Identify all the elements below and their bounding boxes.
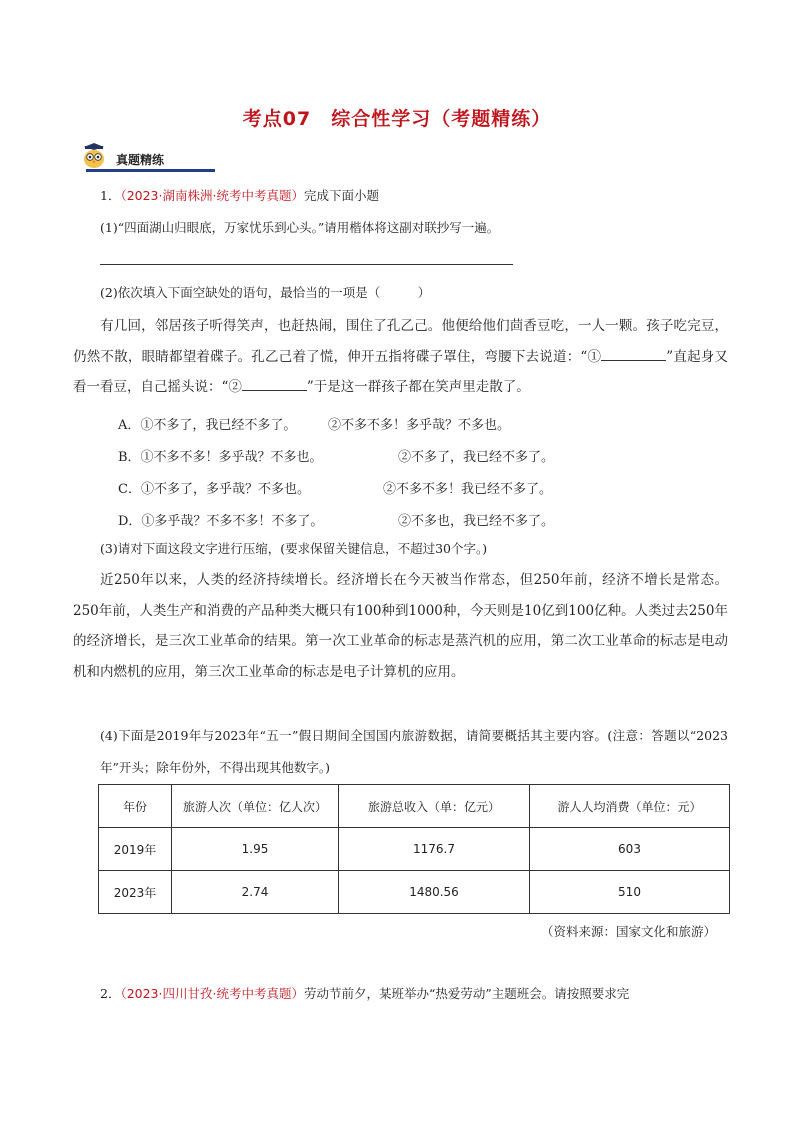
question-1-source: （2023·湖南株洲·统考中考真题） <box>120 188 304 203</box>
table-row <box>99 871 730 914</box>
section-label: 真题精练 <box>116 153 165 167</box>
table-cell: 510 <box>530 871 730 914</box>
question-2-source: （2023·四川甘孜·统考中考真题） <box>120 986 304 1001</box>
sub-question-2: (2)依次填入下面空缺处的语句，最恰当的一项是（ ） <box>100 285 431 300</box>
sub-question-1: (1)“四面湖山归眼底，万家忧乐到心头。”请用楷体将这副对联抄写一遍。 <box>100 220 500 235</box>
question-2-number: 2． <box>100 986 121 1001</box>
option-c-second: ②不多不多！我已经不多了。 <box>383 482 553 497</box>
option-a-second: ②不多不多！多乎哉？不多也。 <box>328 418 511 433</box>
table-header-cell: 旅游总收入（单：亿元） <box>339 785 530 828</box>
owl-scholar-icon <box>80 142 108 170</box>
tourism-table <box>98 784 730 914</box>
table-cell: 603 <box>530 828 730 871</box>
answer-line[interactable] <box>100 264 513 265</box>
sub-question-4: (4)下面是2019年与2023年“五一”假日期间全国国内旅游数据，请简要概括其主要内容。(注意：答题以“2023年”开头；除年份外，不得出现其他数字。) <box>100 728 728 775</box>
option-c[interactable] <box>118 478 553 497</box>
data-source-note: （资料来源：国家文化和旅游） <box>540 924 716 939</box>
passage-kong-yiji <box>73 311 728 403</box>
table-cell: 1480.56 <box>339 871 530 914</box>
blank-1[interactable] <box>601 346 666 361</box>
table-cell: 2.74 <box>172 871 339 914</box>
passage-economy: 近250年以来，人类的经济持续增长。经济增长在今天被当作常态，但250年前，经济不增长是常态。250年前，人类生产和消费的产品种类大概只有100种到1000种，今天则是10亿到100亿种。人类过去250年的经济增长，是三次工业革命的结果。第一次工业革命的标志是蒸汽机的应用，第二次工业革命的标志是电动机和内燃机的应用，第三次工业革命的标志是电子计算机的应用。 <box>73 572 728 680</box>
passage-part-b: ”直起身又看一看豆，自己摇头说：“② <box>73 348 728 395</box>
option-b-second: ②不多了，我已经不多了。 <box>398 450 555 465</box>
question-1-heading <box>100 188 379 203</box>
table-cell: 2023年 <box>99 871 172 914</box>
question-1-number: 1． <box>100 188 121 203</box>
section-header <box>80 142 215 172</box>
option-d-first: D．①多乎哉？不多不多！不多了。 <box>118 514 324 529</box>
table-row <box>99 828 730 871</box>
table-header-row <box>99 785 730 828</box>
option-d-second: ②不多也，我已经不多了。 <box>398 514 555 529</box>
table-cell: 1176.7 <box>339 828 530 871</box>
option-c-first: C．①不多了，多乎哉？不多也。 <box>118 482 310 497</box>
option-a[interactable] <box>118 414 511 433</box>
option-d[interactable] <box>118 510 555 529</box>
blank-2[interactable] <box>242 376 307 391</box>
option-a-first: A．①不多了，我已经不多了。 <box>118 418 297 433</box>
option-b-first: B．①不多不多！多乎哉？不多也。 <box>118 450 323 465</box>
option-b[interactable] <box>118 446 555 465</box>
table-header-cell: 年份 <box>99 785 172 828</box>
question-2-heading <box>100 986 629 1001</box>
table-header-cell: 旅游人次（单位：亿人次） <box>172 785 339 828</box>
passage-part-a: 有几回，邻居孩子听得笑声，也赶热闹，围住了孔乙己。他便给他们茴香豆吃，一人一颗。孩子吃完豆，仍然不散，眼睛都望着碟子。孔乙己着了慌，伸开五指将碟子罩住，弯腰下去说道：“① <box>73 318 728 365</box>
page-title: 考点07 综合性学习（考题精练） <box>242 108 552 130</box>
question-1-text: 完成下面小题 <box>303 188 379 203</box>
table-header-cell: 游人人均消费（单位：元） <box>530 785 730 828</box>
table-cell: 1.95 <box>172 828 339 871</box>
section-underline <box>86 169 215 172</box>
passage-part-c: ”于是这一群孩子都在笑声里走散了。 <box>306 379 530 395</box>
question-2-text: 劳动节前夕，某班举办“热爱劳动”主题班会。请按照要求完 <box>303 986 630 1001</box>
table-cell: 2019年 <box>99 828 172 871</box>
sub-question-3: (3)请对下面这段文字进行压缩，(要求保留关键信息，不超过30个字。) <box>100 541 488 556</box>
